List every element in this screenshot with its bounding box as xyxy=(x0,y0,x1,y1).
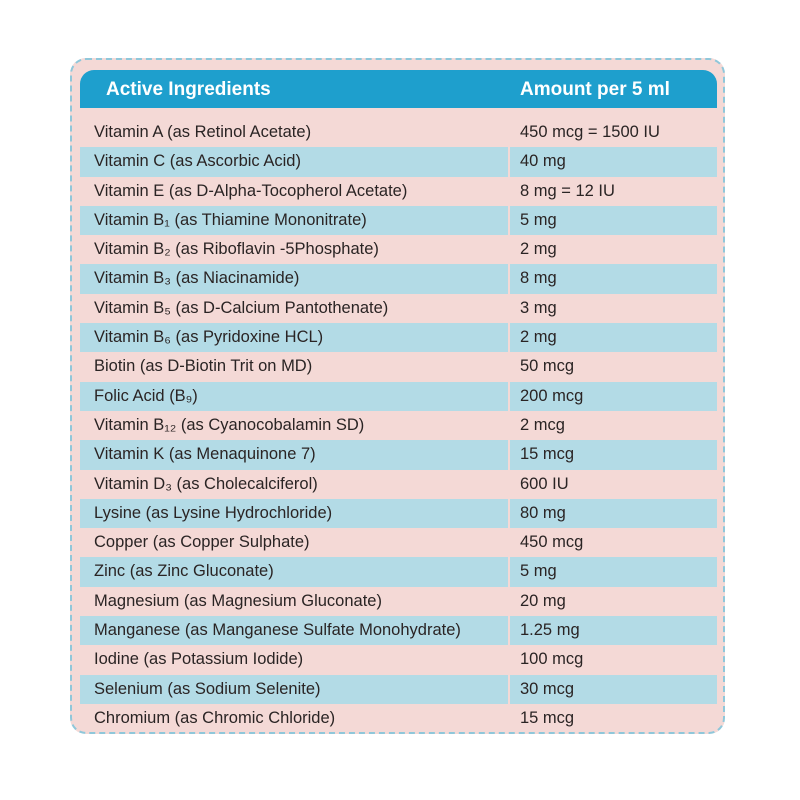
ingredient-name: Lysine (as Lysine Hydrochloride) xyxy=(94,503,333,522)
table-row xyxy=(80,587,717,616)
ingredient-name: Copper (as Copper Sulphate) xyxy=(94,533,310,552)
column-divider xyxy=(508,147,510,176)
table-row xyxy=(80,177,717,206)
column-divider xyxy=(508,675,510,704)
ingredient-name: Magnesium (as Magnesium Gluconate) xyxy=(94,591,382,610)
ingredient-amount: 50 mcg xyxy=(520,357,575,376)
ingredient-name: Vitamin B₂ (as Riboflavin -5Phosphate) xyxy=(94,240,379,259)
ingredient-name: Vitamin B₃ (as Niacinamide) xyxy=(94,269,300,288)
table-row xyxy=(80,675,717,704)
ingredient-amount: 30 mcg xyxy=(520,679,575,698)
column-divider xyxy=(508,235,510,264)
table-row xyxy=(80,323,717,352)
table-row xyxy=(80,118,717,147)
ingredient-amount: 15 mcg xyxy=(520,708,575,727)
header-amount-per-5ml: Amount per 5 ml xyxy=(520,79,670,100)
table-row xyxy=(80,557,717,586)
column-divider xyxy=(508,118,510,147)
ingredient-name: Biotin (as D-Biotin Trit on MD) xyxy=(94,357,313,376)
column-divider xyxy=(508,323,510,352)
table-row xyxy=(80,382,717,411)
table-row xyxy=(80,645,717,674)
ingredient-amount: 450 mcg xyxy=(520,533,584,552)
ingredient-amount: 1.25 mg xyxy=(520,621,580,640)
ingredient-name: Vitamin D₃ (as Cholecalciferol) xyxy=(94,474,318,493)
header-active-ingredients: Active Ingredients xyxy=(106,79,271,100)
column-divider xyxy=(508,440,510,469)
column-divider xyxy=(508,206,510,235)
ingredient-name: Vitamin B₆ (as Pyridoxine HCL) xyxy=(94,328,324,347)
column-divider xyxy=(508,704,510,733)
column-divider xyxy=(508,528,510,557)
column-divider xyxy=(508,645,510,674)
ingredient-name: Zinc (as Zinc Gluconate) xyxy=(94,562,274,581)
table-row xyxy=(80,704,717,733)
table-row xyxy=(80,440,717,469)
column-divider xyxy=(508,499,510,528)
ingredient-amount: 100 mcg xyxy=(520,650,584,669)
ingredient-amount: 2 mg xyxy=(520,240,557,259)
ingredient-name: Vitamin B₁ (as Thiamine Mononitrate) xyxy=(94,210,367,229)
table-header xyxy=(80,70,717,108)
ingredient-amount: 8 mg = 12 IU xyxy=(520,181,615,200)
column-divider xyxy=(508,382,510,411)
table-row xyxy=(80,147,717,176)
table-row xyxy=(80,499,717,528)
ingredient-name: Folic Acid (B₉) xyxy=(94,386,198,405)
ingredient-name: Chromium (as Chromic Chloride) xyxy=(94,708,336,727)
column-divider xyxy=(508,616,510,645)
column-divider xyxy=(508,411,510,440)
ingredient-name: Vitamin K (as Menaquinone 7) xyxy=(94,445,316,464)
ingredient-amount: 450 mcg = 1500 IU xyxy=(520,123,660,141)
table-row xyxy=(80,616,717,645)
ingredient-name: Vitamin E (as D-Alpha-Tocopherol Acetate) xyxy=(94,181,408,200)
column-divider xyxy=(508,557,510,586)
column-divider xyxy=(508,264,510,293)
ingredient-name: Iodine (as Potassium Iodide) xyxy=(94,650,304,669)
ingredient-amount: 5 mg xyxy=(520,210,557,229)
table-row xyxy=(80,294,717,323)
table-row xyxy=(80,206,717,235)
ingredient-amount: 40 mg xyxy=(520,152,566,171)
ingredient-name: Vitamin A (as Retinol Acetate) xyxy=(94,123,312,141)
ingredient-name: Vitamin B₅ (as D-Calcium Pantothenate) xyxy=(94,298,389,317)
table-row xyxy=(80,235,717,264)
column-divider xyxy=(508,177,510,206)
table-row xyxy=(80,411,717,440)
ingredients-table-body xyxy=(80,118,717,733)
ingredient-amount: 200 mcg xyxy=(520,386,584,405)
table-row xyxy=(80,528,717,557)
ingredient-amount: 8 mg xyxy=(520,269,557,288)
table-row xyxy=(80,352,717,381)
ingredient-name: Manganese (as Manganese Sulfate Monohydrate) xyxy=(94,621,461,640)
ingredient-amount: 3 mg xyxy=(520,298,557,317)
ingredient-name: Selenium (as Sodium Selenite) xyxy=(94,679,321,698)
ingredient-amount: 2 mg xyxy=(520,328,557,347)
column-divider xyxy=(508,470,510,499)
table-row xyxy=(80,470,717,499)
column-divider xyxy=(508,352,510,381)
ingredient-amount: 5 mg xyxy=(520,562,557,581)
ingredient-amount: 600 IU xyxy=(520,474,569,493)
column-divider xyxy=(508,294,510,323)
column-divider xyxy=(508,587,510,616)
ingredient-name: Vitamin B₁₂ (as Cyanocobalamin SD) xyxy=(94,415,365,434)
ingredient-amount: 20 mg xyxy=(520,591,566,610)
ingredient-amount: 15 mcg xyxy=(520,445,575,464)
ingredient-amount: 80 mg xyxy=(520,503,566,522)
ingredient-amount: 2 mcg xyxy=(520,415,565,434)
table-row xyxy=(80,264,717,293)
ingredients-panel xyxy=(70,58,725,734)
ingredient-name: Vitamin C (as Ascorbic Acid) xyxy=(94,152,301,171)
